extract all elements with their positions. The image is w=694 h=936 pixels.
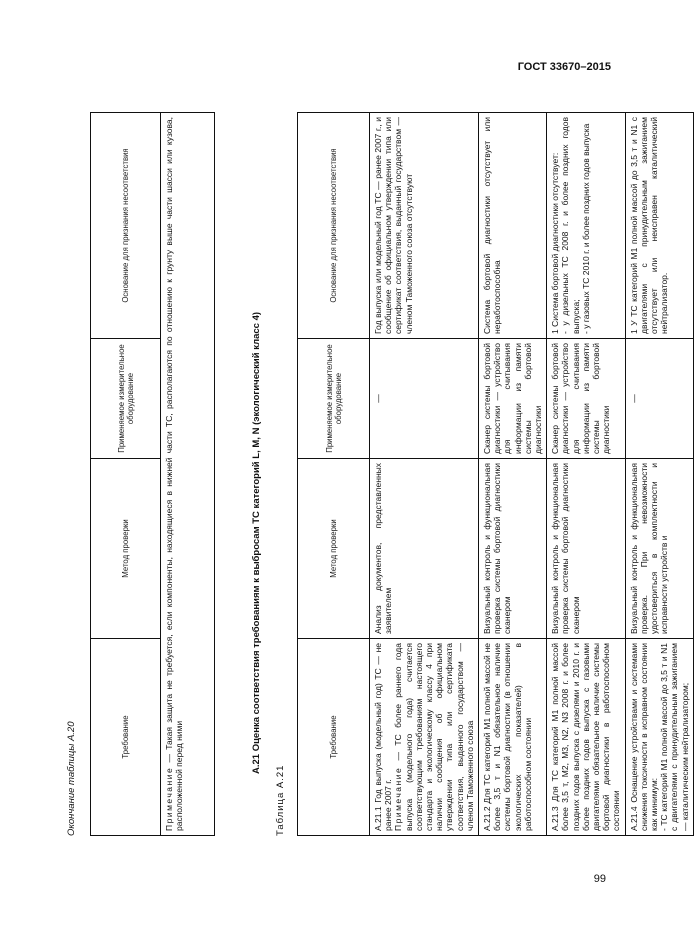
a21-row4-req-intro: А.21.4 Оснащение устройствами и системами снижения токсичности в исправном состоянии как минимум: [628,643,660,831]
continuation-caption: Окончание таблицы А.20 [66,721,77,836]
table-row [479,113,547,836]
a21-row3-requirement: А.21.3 Для ТС категорий M1 полной массой более 3,5 т, M2, M3, N2, N3 2008 г. и более поздних годов выпуска с дизелями и 2010 г. и более поздних годов выпуска с газовыми двигателями обязательное наличие системы бортовой диагностики в работоспособном состоянии [547,639,625,836]
a20-header-basis: Основание для признания несоответствия [91,113,161,339]
a21-row1-basis: Год выпуска или модельный год ТС — ранее 2007 г., и сообщение об официальном утверждении типа или сертификат соответствия, выданный государством — членом Таможенного союза отсутствуют [370,113,479,339]
table-row [625,113,693,836]
section-title: А.21 Оценка соответствия требованиям к выбросам ТС категорий L, M, N (экологический класс 4) [251,311,262,774]
a21-row1-req-text: А.21.1 Год выпуска (модельный год) ТС — не ранее 2007 г. [373,643,394,831]
a21-row1-note-text: — ТС более раннего года выпуска (модельного года) считается соответствующим требованиям настоящего стандарта и экологическому классу 4 при наличии сообщения об официальном утверждении типа или сертификата соответствия, выданного государством — членом Таможенного союза [393,643,475,831]
standard-header: ГОСТ 33670–2015 [517,61,611,73]
a20-header-equipment: Применяемое измерительное оборудование [91,339,161,459]
a21-row1-equipment: — [370,339,479,459]
a21-row4-req-item: - ТС категорий M1 полной массой до 3,5 т и N1 с двигателями с принудительным зажиганием — каталитическим нейтрализатором; [659,643,690,831]
a20-note-label: Примечание [164,766,174,831]
a21-row3-equipment: Сканер системы бортовой диагностики — устройство для считывания информации из памяти системы бортовой диагностики [547,339,625,459]
a21-header-basis: Основание для признания несоответствия [298,113,370,339]
a21-row1-method: Анализ документов, представленных заявителем [370,459,479,639]
table-a20 [90,112,215,836]
a21-header-requirement: Требование [298,639,370,836]
page-number: 99 [593,873,606,885]
a20-note-cell [161,113,215,836]
a20-header-method: Метод проверки [91,459,161,639]
a21-row1-note-label: Примечание [393,766,404,831]
a21-header-equipment: Применяемое измерительное оборудование [298,339,370,459]
a21-row2-basis: Система бортовой диагностики отсутствует или неработоспособна [479,113,547,339]
a20-header-requirement: Требование [91,639,161,836]
a21-row3-method: Визуальный контроль и функциональная проверка системы бортовой диагностики сканером [547,459,625,639]
a21-row3-basis-b: - у газовых ТС 2010 г. и более поздних годов выпуска [580,123,591,334]
a21-row3-basis-intro: 1 Система бортовой диагностики отсутствует: [550,152,561,334]
a21-row4-basis: 1 У ТС категорий M1 полной массой до 3,5 т и N1 с двигателями с принудительным зажиганием отсутствует или неисправен каталитический нейтрализатор. [625,113,693,339]
a21-row2-equipment: Сканер системы бортовой диагностики — устройство для считывания информации из памяти системы бортовой диагностики [479,339,547,459]
a21-row4-method: Визуальный контроль и функциональная проверка. При невозможности удостовериться в комплектности и исправности устройств и [625,459,693,639]
table-row [547,113,625,836]
table-a21-caption: Таблица А.21 [275,764,286,836]
a21-row3-basis-a: - у дизельных ТС 2008 г. и более поздних годов выпуска; [560,117,581,334]
a21-row4-equipment: — [625,339,693,459]
a21-header-method: Метод проверки [298,459,370,639]
a20-note-text: — Такая защита не требуется, если компоненты, находящиеся в нижней части ТС, располагаются по отношению к грунту выше части шасси или кузова, расположенной перед ними [164,117,185,831]
rotated-content [58,104,690,844]
table-row [370,113,479,836]
a21-row3-basis [547,113,625,339]
a21-row2-requirement: А.21.2 Для ТС категорий M1 полной массой не более 3,5 т и N1 обязательное наличие системы бортовой диагностики (в отношении экологических показателей) в работоспособном состоянии [479,639,547,836]
table-a21 [297,112,694,836]
a21-row4-requirement [625,639,693,836]
a21-row1-requirement [370,639,479,836]
a21-row2-method: Визуальный контроль и функциональная проверка системы бортовой диагностики сканером [479,459,547,639]
